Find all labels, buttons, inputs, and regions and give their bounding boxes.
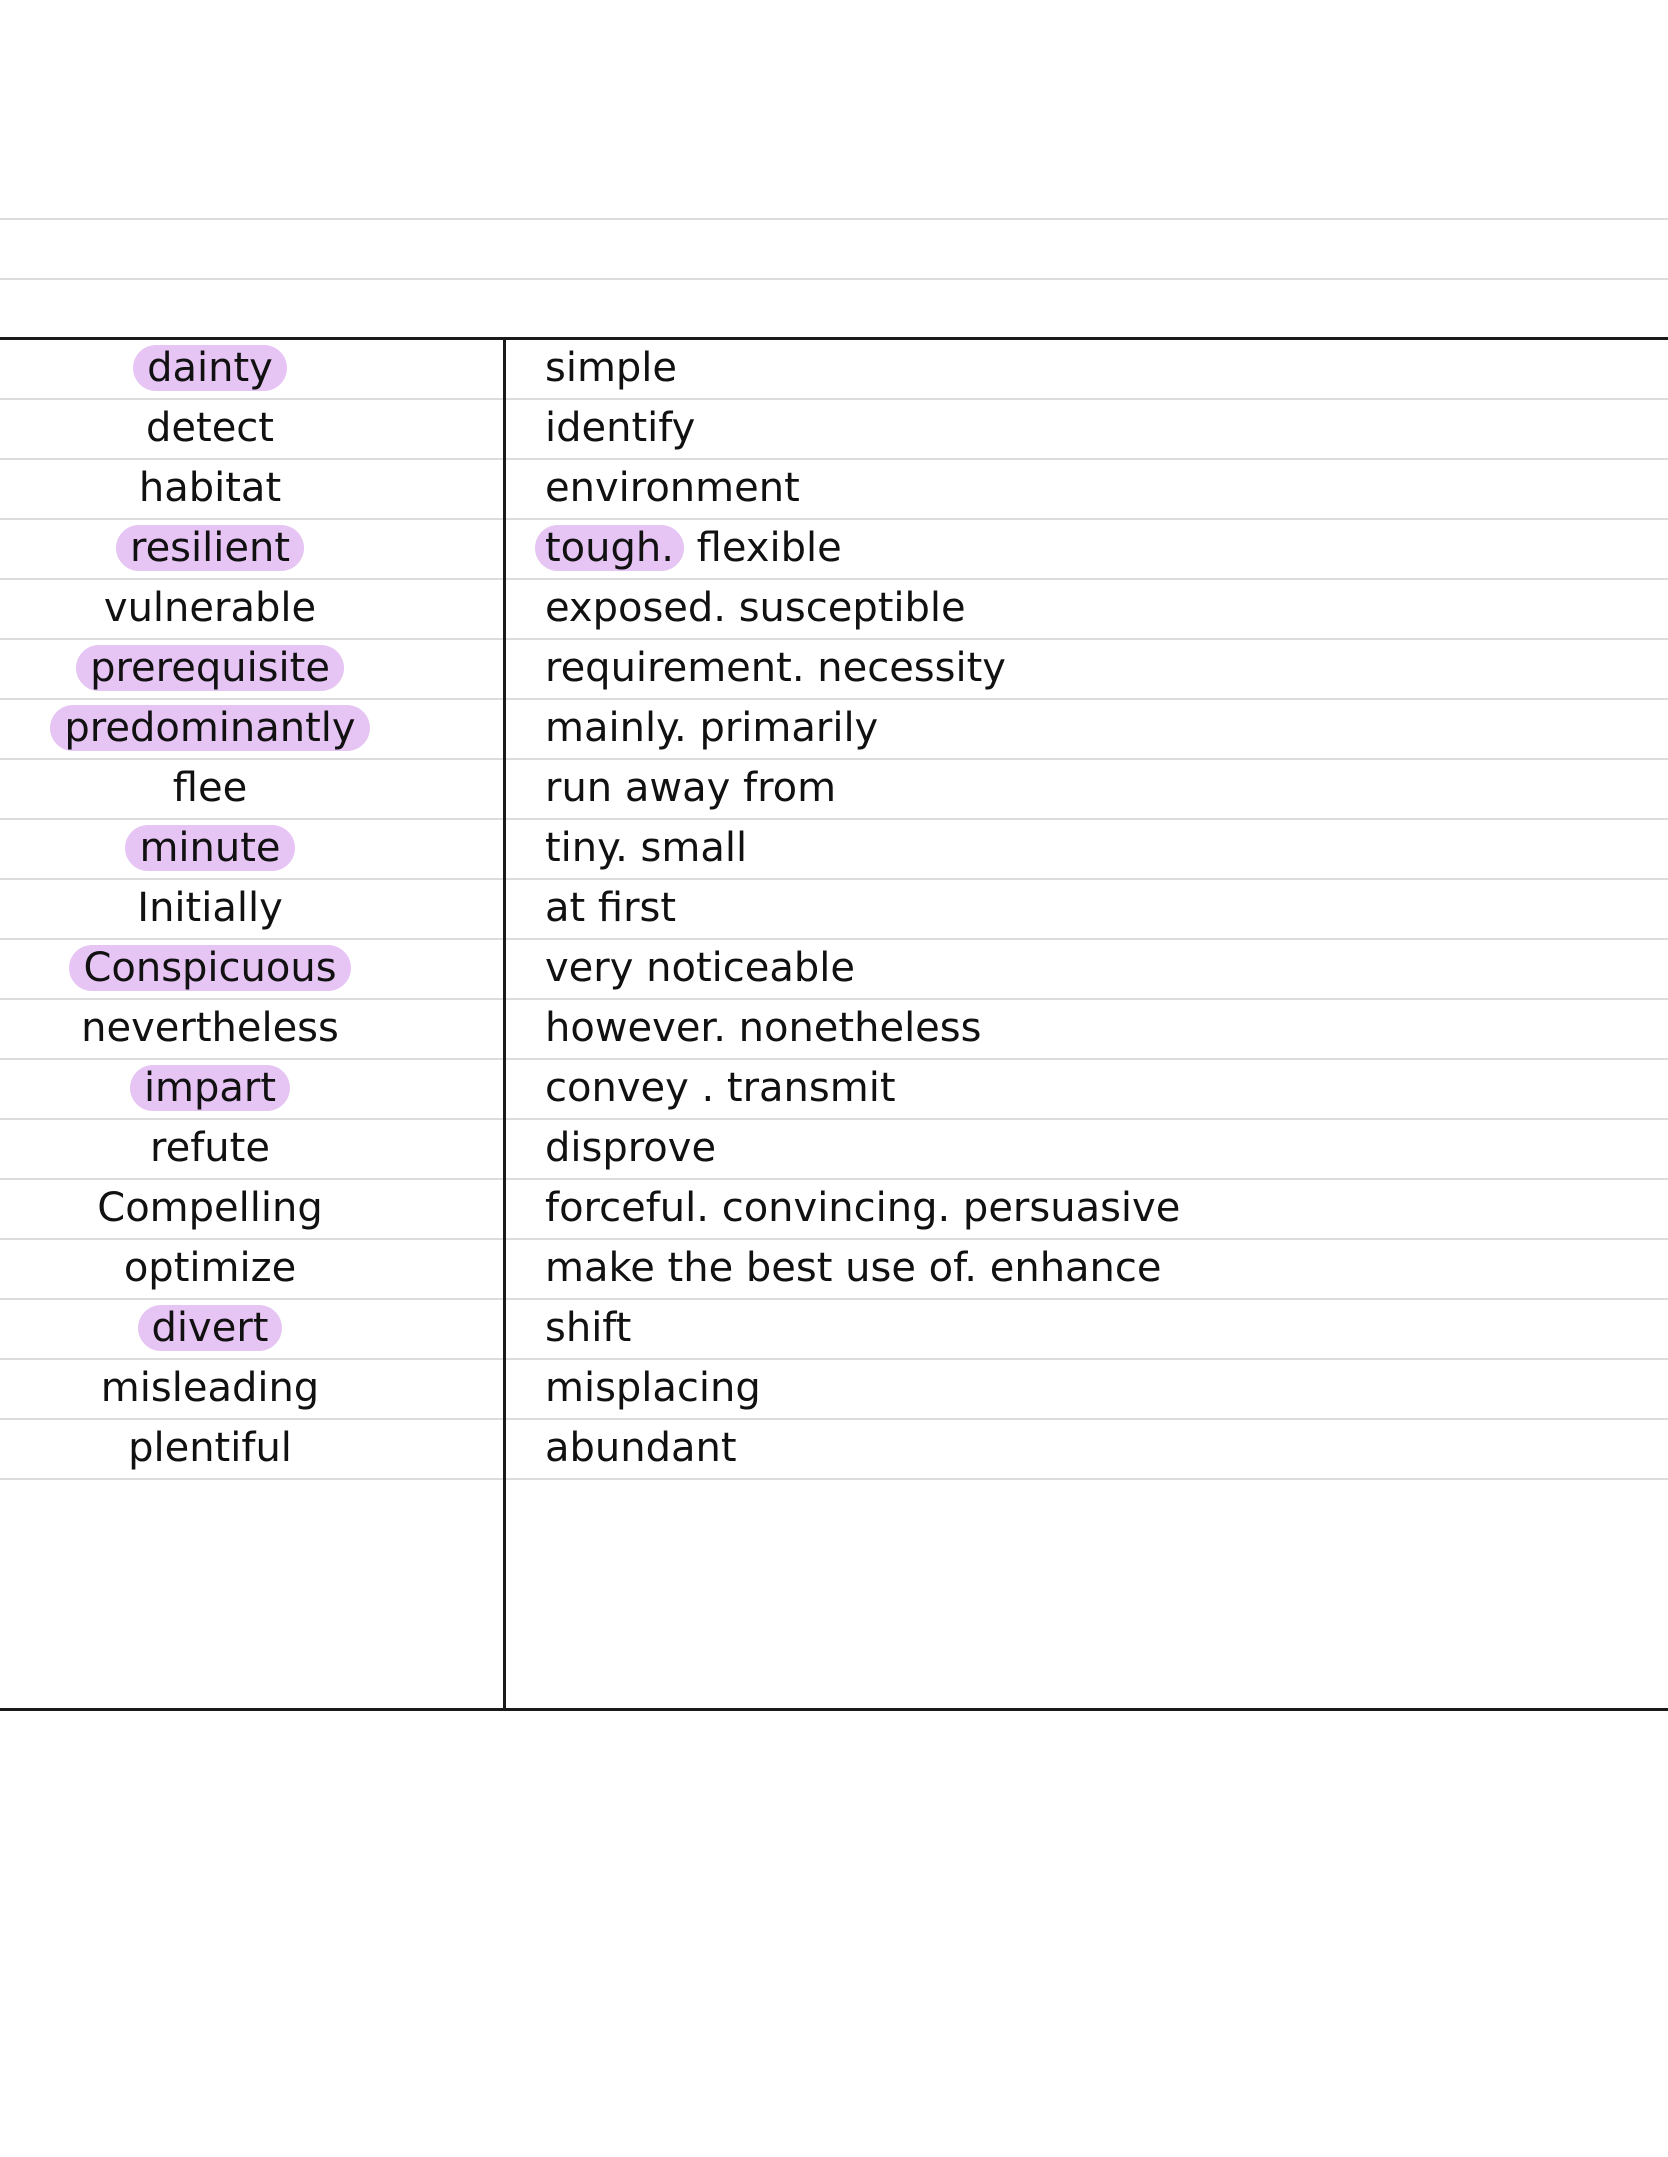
definition-cell	[545, 518, 1625, 578]
definition-cell	[545, 698, 1625, 758]
definition-cell	[545, 1358, 1625, 1418]
vocab-row	[0, 938, 1668, 998]
definition: very noticeable	[545, 945, 855, 991]
term-cell	[0, 1418, 420, 1478]
term: Compelling	[97, 1185, 323, 1231]
highlighted-term: Conspicuous	[69, 945, 350, 991]
highlighted-term: dainty	[133, 345, 287, 391]
term-cell	[0, 458, 420, 518]
vocab-row	[0, 1118, 1668, 1178]
definition-cell	[545, 458, 1625, 518]
vocab-row	[0, 1058, 1668, 1118]
definition: abundant	[545, 1425, 737, 1471]
term: plentiful	[128, 1425, 292, 1471]
vocab-row	[0, 758, 1668, 818]
vocab-row	[0, 1178, 1668, 1238]
term-cell	[0, 938, 420, 998]
term-cell	[0, 638, 420, 698]
term: vulnerable	[103, 585, 317, 631]
vocab-row	[0, 518, 1668, 578]
definition: shift	[545, 1305, 632, 1351]
definition: run away from	[545, 765, 837, 811]
term-cell	[0, 578, 420, 638]
definition-cell	[545, 758, 1625, 818]
term-cell	[0, 1298, 420, 1358]
definition-cell	[545, 638, 1625, 698]
term: Initially	[137, 885, 283, 931]
definition-cell	[545, 1178, 1625, 1238]
definition: flexible	[683, 525, 842, 571]
term-cell	[0, 1238, 420, 1298]
term-cell	[0, 998, 420, 1058]
term: habitat	[138, 465, 282, 511]
definition-cell	[545, 818, 1625, 878]
vocab-row	[0, 998, 1668, 1058]
term: refute	[150, 1125, 270, 1171]
term: detect	[146, 405, 274, 451]
vocab-row	[0, 338, 1668, 398]
definition: tiny. small	[545, 825, 748, 871]
definition-cell	[545, 998, 1625, 1058]
definition: however. nonetheless	[545, 1005, 982, 1051]
definition: mainly. primarily	[545, 705, 879, 751]
definition: identify	[545, 405, 696, 451]
definition: environment	[545, 465, 800, 511]
vocab-row	[0, 698, 1668, 758]
vocab-row	[0, 578, 1668, 638]
highlighted-term: minute	[125, 825, 294, 871]
definition: misplacing	[545, 1365, 761, 1411]
term: misleading	[100, 1365, 320, 1411]
definition: requirement. necessity	[545, 645, 1006, 691]
definition: make the best use of. enhance	[545, 1245, 1162, 1291]
definition: forceful. convincing. persuasive	[545, 1185, 1181, 1231]
vocab-row	[0, 1358, 1668, 1418]
term: optimize	[123, 1245, 297, 1291]
term-cell	[0, 1118, 420, 1178]
term-cell	[0, 698, 420, 758]
ruled-line	[0, 218, 1668, 220]
definition-cell	[545, 1238, 1625, 1298]
definition: exposed. susceptible	[545, 585, 966, 631]
vocab-row	[0, 638, 1668, 698]
vocab-row	[0, 1418, 1668, 1478]
definition-cell	[545, 938, 1625, 998]
definition: at first	[545, 885, 677, 931]
definition-cell	[545, 578, 1625, 638]
term-cell	[0, 1178, 420, 1238]
table-bottom-border	[0, 1708, 1668, 1711]
term-cell	[0, 758, 420, 818]
term-cell	[0, 1058, 420, 1118]
ruled-line	[0, 278, 1668, 280]
term-cell	[0, 338, 420, 398]
vocab-row	[0, 1298, 1668, 1358]
definition-cell	[545, 878, 1625, 938]
vocab-row	[0, 398, 1668, 458]
highlighted-definition: tough.	[535, 525, 684, 571]
term: nevertheless	[81, 1005, 339, 1051]
definition: convey . transmit	[545, 1065, 896, 1111]
highlighted-term: prerequisite	[76, 645, 344, 691]
highlighted-term: resilient	[116, 525, 304, 571]
vocab-row	[0, 1238, 1668, 1298]
highlighted-term: divert	[138, 1305, 283, 1351]
definition-cell	[545, 1118, 1625, 1178]
highlighted-term: predominantly	[50, 705, 369, 751]
term-cell	[0, 398, 420, 458]
highlighted-term: impart	[130, 1065, 290, 1111]
vocab-row	[0, 878, 1668, 938]
definition: disprove	[545, 1125, 717, 1171]
definition-cell	[545, 338, 1625, 398]
term-cell	[0, 1358, 420, 1418]
definition-cell	[545, 1418, 1625, 1478]
term-cell	[0, 818, 420, 878]
definition-cell	[545, 398, 1625, 458]
term-cell	[0, 878, 420, 938]
vocab-row	[0, 818, 1668, 878]
term: flee	[172, 765, 248, 811]
vocab-row	[0, 458, 1668, 518]
definition-cell	[545, 1058, 1625, 1118]
definition-cell	[545, 1298, 1625, 1358]
term-cell	[0, 518, 420, 578]
definition: simple	[545, 345, 678, 391]
ruled-line	[0, 1478, 1668, 1480]
